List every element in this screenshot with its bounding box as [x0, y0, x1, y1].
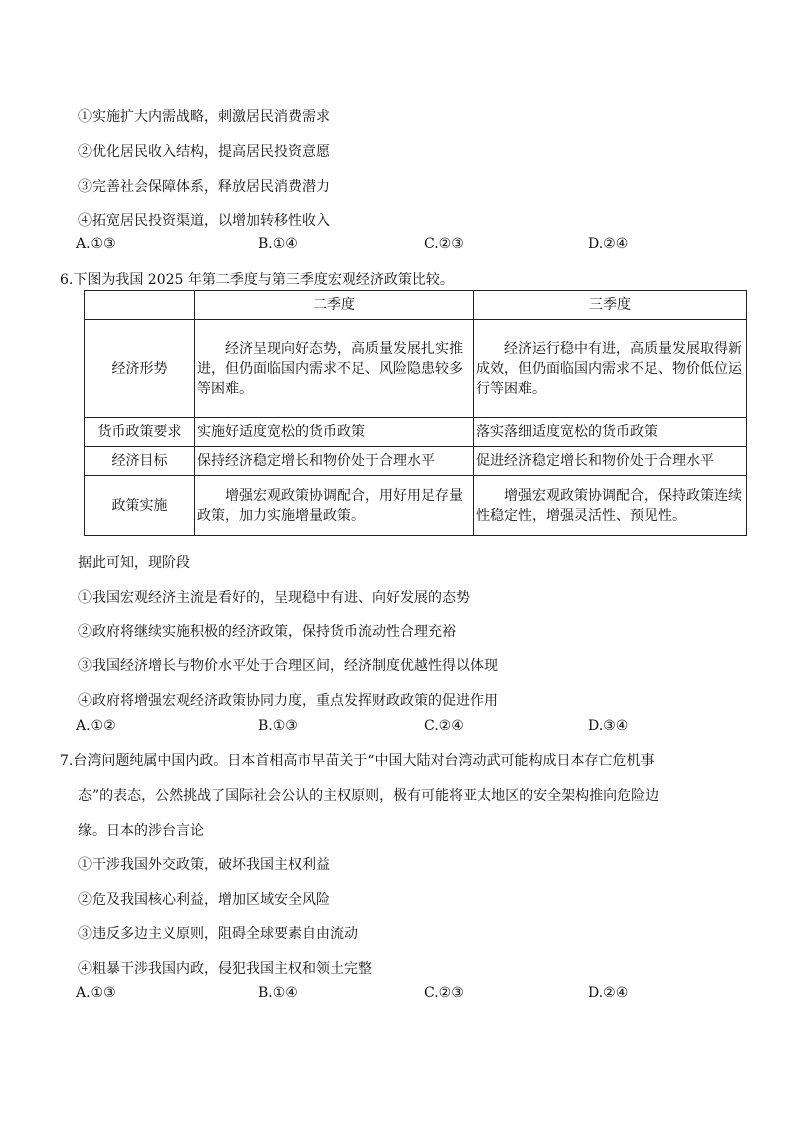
q5-item-4: ④拓宽居民投资渠道，以增加转移性收入: [78, 213, 330, 229]
q6-item-2: ②政府将继续实施积极的经济政策，保持货币流动性合理充裕: [78, 624, 456, 640]
table-cell: 经济运行稳中有进，高质量发展取得新成效，但仍面临国内需求不足、物价低位运行等困难。: [474, 320, 747, 418]
row-label: 货币政策要求: [85, 418, 195, 447]
q7-option-c[interactable]: C.②③: [424, 985, 464, 1001]
table-cell: 经济呈现向好态势，高质量发展扎实推进，但仍面临国内需求不足、风险隐患较多等困难。: [195, 320, 474, 418]
q5-option-a[interactable]: A.①③: [76, 236, 116, 252]
q7-item-2: ②危及我国核心利益，增加区域安全风险: [78, 892, 330, 908]
q7-options: [76, 983, 736, 1003]
q7-option-d[interactable]: D.②④: [588, 985, 629, 1001]
q6-lead: 据此可知，现阶段: [78, 555, 190, 571]
col-header-q2: 二季度: [195, 291, 474, 320]
table-corner-cell: [85, 291, 195, 320]
row-label: 经济目标: [85, 447, 195, 476]
q6-stem: 6.下图为我国 2025 年第二季度与第三季度宏观经济政策比较。: [60, 272, 454, 288]
table-cell: 增强宏观政策协调配合，用好用足存量政策，加力实施增量政策。: [195, 476, 474, 536]
q6-item-3: ③我国经济增长与物价水平处于合理区间，经济制度优越性得以体现: [78, 658, 498, 674]
q6-option-d[interactable]: D.③④: [588, 718, 629, 734]
q6-option-a[interactable]: A.①②: [76, 718, 116, 734]
q7-stem-line-3: 缘。日本的涉台言论: [78, 823, 204, 839]
q6-option-b[interactable]: B.①③: [258, 718, 298, 734]
q5-option-b[interactable]: B.①④: [258, 236, 298, 252]
table-row: [85, 476, 747, 536]
q6-option-c[interactable]: C.②④: [424, 718, 464, 734]
table-cell: 实施好适度宽松的货币政策: [195, 418, 474, 447]
q5-item-2: ②优化居民收入结构，提高居民投资意愿: [78, 144, 330, 160]
q7-stem-line-1: 7.台湾问题纯属中国内政。日本首相高市早苗关于“中国大陆对台湾动武可能构成日本存亡危机事: [60, 753, 655, 769]
table-row: [85, 418, 747, 447]
q7-option-b[interactable]: B.①④: [258, 985, 298, 1001]
q7-option-a[interactable]: A.①③: [76, 985, 116, 1001]
col-header-q3: 三季度: [474, 291, 747, 320]
q5-options: [76, 234, 736, 254]
row-label: 经济形势: [85, 320, 195, 418]
q7-item-3: ③违反多边主义原则，阻碍全球要素自由流动: [78, 926, 358, 942]
q6-item-1: ①我国宏观经济主流是看好的，呈现稳中有进、向好发展的态势: [78, 590, 470, 606]
table-row: [85, 320, 747, 418]
table-cell: 落实落细适度宽松的货币政策: [474, 418, 747, 447]
q5-option-c[interactable]: C.②③: [424, 236, 464, 252]
table-cell: 保持经济稳定增长和物价处于合理水平: [195, 447, 474, 476]
q6-options: [76, 716, 736, 736]
q7-stem-line-2: 态”的表态，公然挑战了国际社会公认的主权原则，极有可能将亚太地区的安全架构推向危险边: [78, 788, 660, 804]
q7-item-4: ④粗暴干涉我国内政，侵犯我国主权和领土完整: [78, 961, 372, 977]
table-cell: 促进经济稳定增长和物价处于合理水平: [474, 447, 747, 476]
table-cell: 增强宏观政策协调配合，保持政策连续性稳定性，增强灵活性、预见性。: [474, 476, 747, 536]
policy-comparison-table: [84, 290, 747, 536]
q6-item-4: ④政府将增强宏观经济政策协同力度，重点发挥财政政策的促进作用: [78, 693, 498, 709]
table-header-row: [85, 291, 747, 320]
q5-item-3: ③完善社会保障体系，释放居民消费潜力: [78, 179, 330, 195]
row-label: 政策实施: [85, 476, 195, 536]
q5-option-d[interactable]: D.②④: [588, 236, 629, 252]
table-row: [85, 447, 747, 476]
q7-item-1: ①干涉我国外交政策，破坏我国主权利益: [78, 857, 330, 873]
q5-item-1: ①实施扩大内需战略，刺激居民消费需求: [78, 109, 330, 125]
